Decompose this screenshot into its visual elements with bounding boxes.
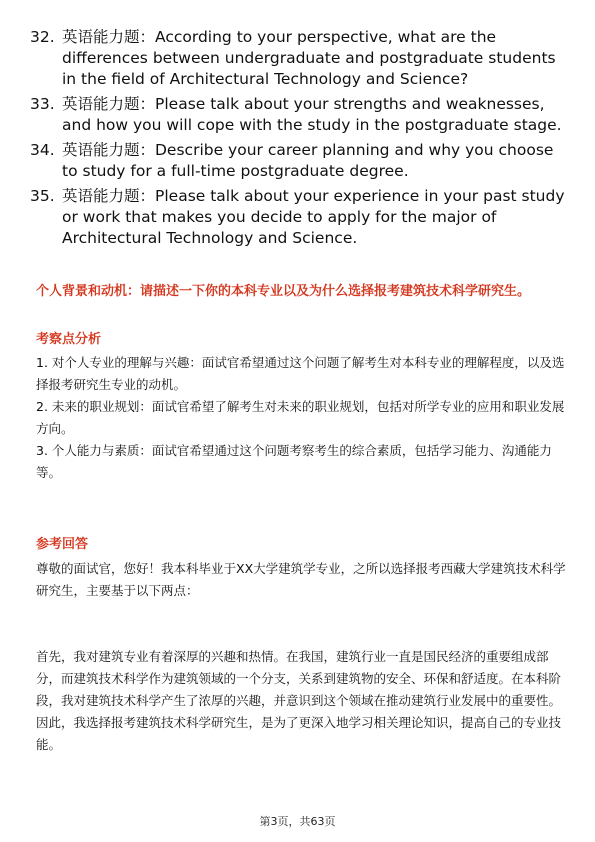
question-35 [30,186,570,249]
question-text: 英语能力题：According to your perspective, what are the differences between undergraduate and postgraduate students in the field of Architectural Technology and Science? [62,28,556,88]
question-number: 33. [30,95,55,113]
question-number: 32. [30,28,55,46]
question-34 [30,140,570,182]
analysis-list [36,352,566,484]
question-number: 34. [30,141,55,159]
question-text: 英语能力题：Please talk about your experience in your past study or work that makes you decide to apply for the major of Architectural Technology and Science. [62,187,565,247]
page-footer: 第3页，共63页 [259,815,336,828]
main-question: 个人背景和动机：请描述一下你的本科专业以及为什么选择报考建筑技术科学研究生。 [36,284,531,299]
analysis-item: 2. 未来的职业规划：面试官希望了解考生对未来的职业规划，包括对所学专业的应用和职业发展方向。 [36,399,565,436]
answer-heading: 参考回答 [36,537,89,552]
analysis-heading: 考察点分析 [36,332,102,347]
question-text: 英语能力题：Describe your career planning and why you choose to study for a full-time postgraduate degree. [62,141,554,180]
question-number: 35. [30,187,55,205]
answer-intro: 尊敬的面试官，您好！我本科毕业于XX大学建筑学专业，之所以选择报考西藏大学建筑技术科学研究生，主要基于以下两点： [36,561,566,598]
answer-body: 首先，我对建筑专业有着深厚的兴趣和热情。在我国，建筑行业一直是国民经济的重要组成部分，而建筑技术科学作为建筑领域的一个分支，关系到建筑物的安全、环保和舒适度。在本科阶段，我对建筑技术科学产生了浓厚的兴趣，并意识到这个领域在推动建筑行业发展中的重要性。因此，我选择报考建筑技术科学研究生，是为了更深入地学习相关理论知识，提高自己的专业技能。 [36,649,562,752]
question-list [30,27,570,249]
analysis-item: 1. 对个人专业的理解与兴趣：面试官希望通过这个问题了解考生对本科专业的理解程度，以及选择报考研究生专业的动机。 [36,355,565,392]
question-text: 英语能力题：Please talk about your strengths and weaknesses, and how you will cope with the study in the postgraduate stage. [62,95,562,134]
question-32 [30,27,570,90]
analysis-item: 3. 个人能力与素质：面试官希望通过这个问题考察考生的综合素质，包括学习能力、沟通能力等。 [36,443,552,480]
question-33 [30,94,570,136]
